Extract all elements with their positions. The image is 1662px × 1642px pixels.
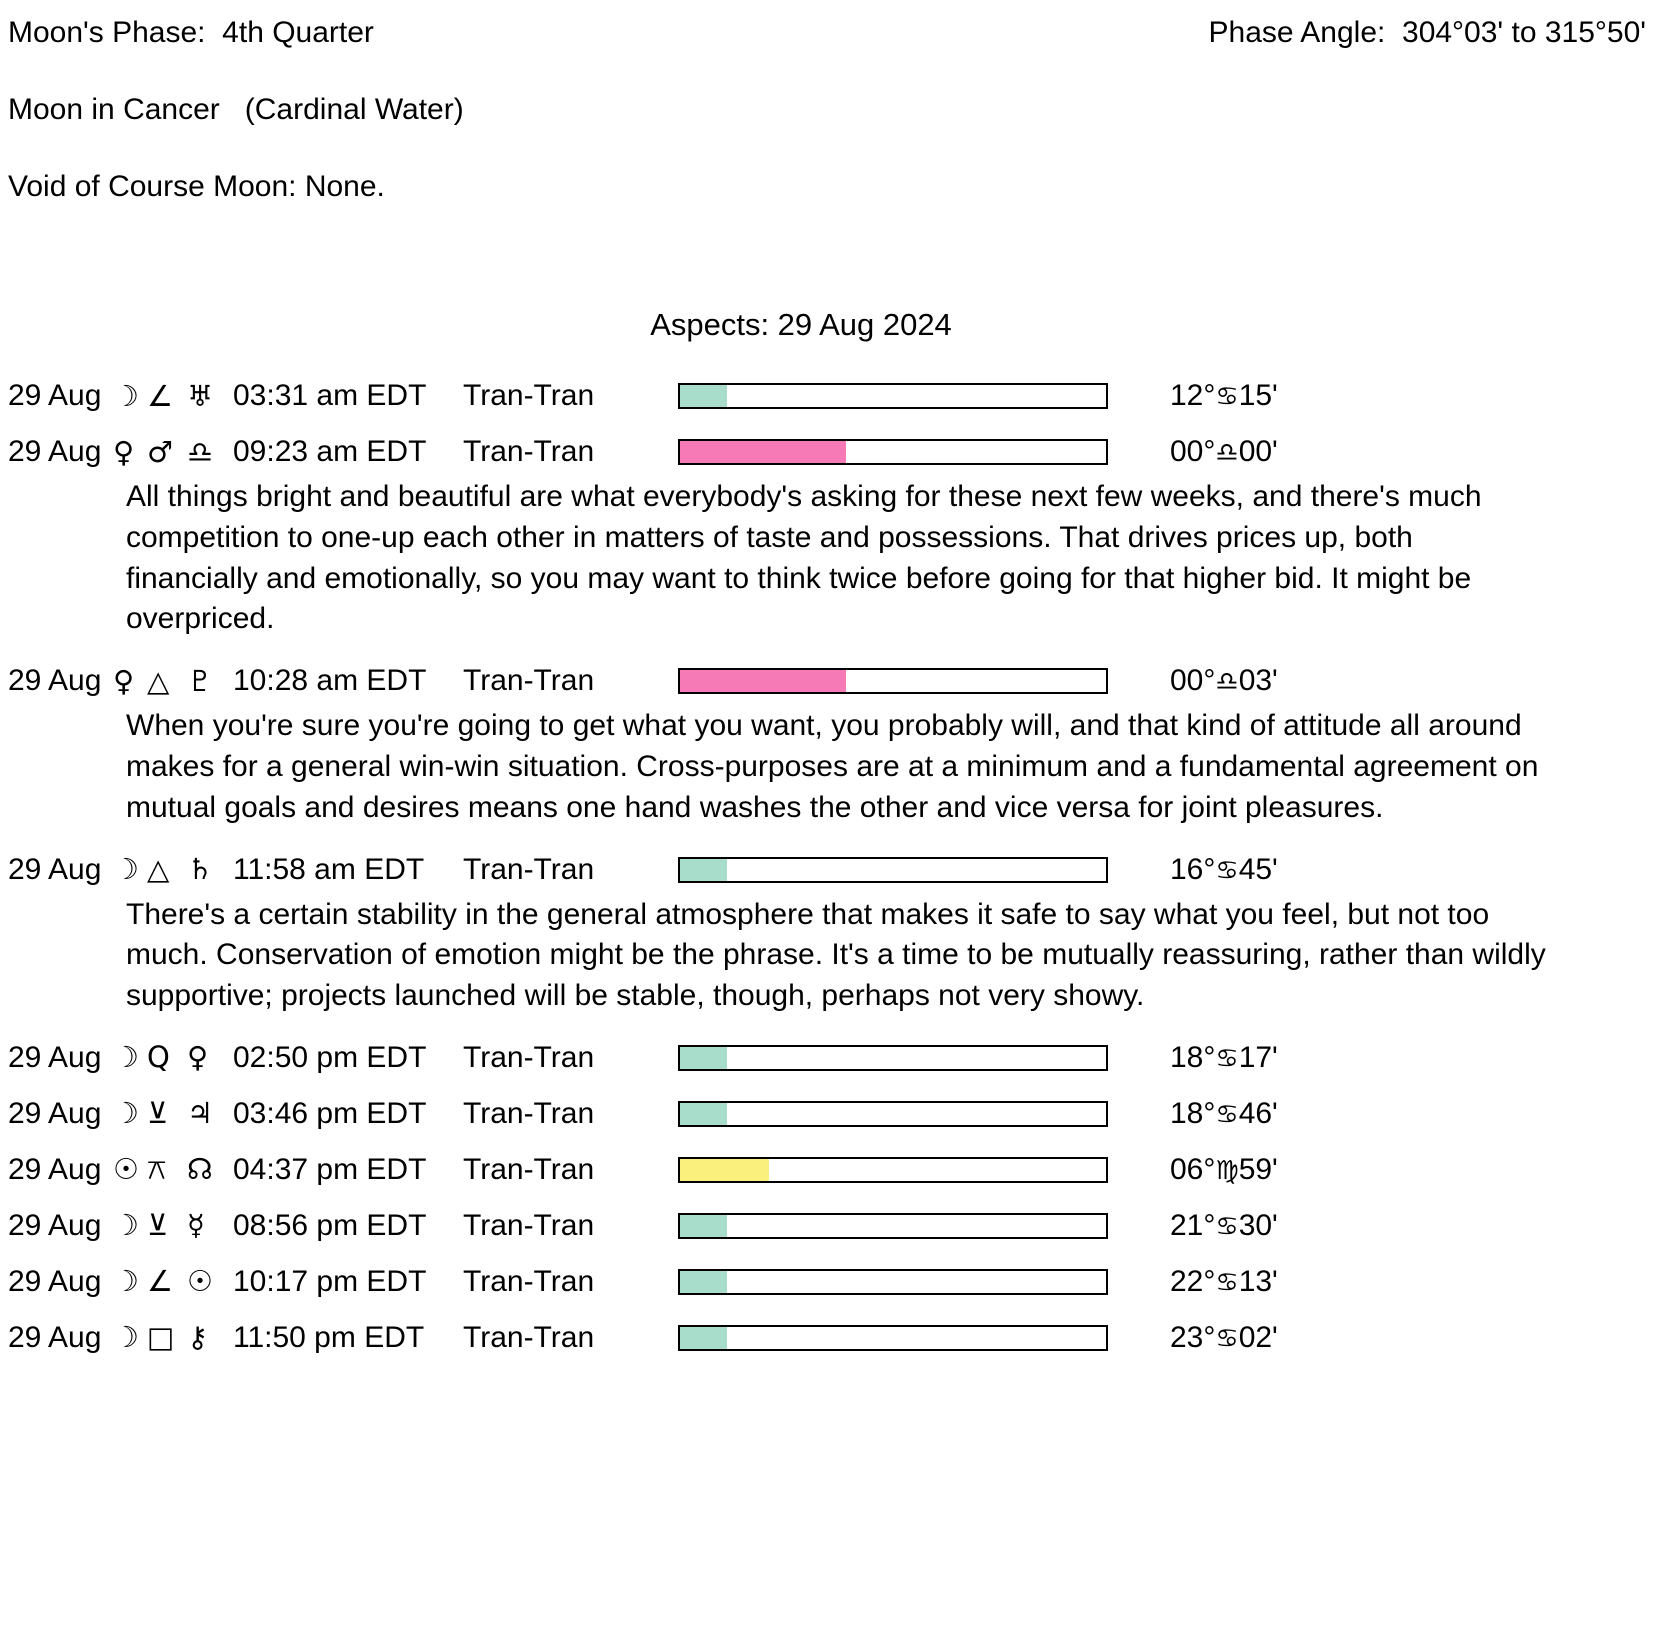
aspect-entry [8, 429, 1654, 658]
aspect-position [1170, 1152, 1278, 1186]
aspect-strength-bar-fill [680, 1159, 769, 1181]
aspect-time: 10:28 am EDT [233, 664, 427, 698]
aspect-position [1170, 1096, 1278, 1130]
aspect-entry [8, 1035, 1654, 1091]
aspect-time: 11:58 am EDT [233, 852, 425, 886]
aspect-kind: Tran-Tran [463, 379, 595, 412]
spacer [8, 1193, 1654, 1203]
aspect-strength-bar [678, 1157, 1108, 1183]
spacer [8, 1081, 1654, 1091]
position-degrees: 00° [1170, 664, 1216, 698]
aspect-entry [8, 658, 1654, 846]
position-sign-glyph-icon: ♍ [1215, 1155, 1239, 1186]
aspect-strength-bar [678, 1269, 1108, 1295]
aspect-symbol-icon: ∠ [147, 378, 173, 413]
aspect-kind: Tran-Tran [463, 1264, 595, 1298]
aspect-entry [8, 1203, 1654, 1259]
void-of-course-label: Void of Course Moon: None. [8, 170, 385, 203]
planet2-glyph-icon: ☿ [187, 1208, 205, 1243]
position-sign-glyph-icon: ♋ [1215, 382, 1239, 412]
aspect-strength-bar [678, 439, 1108, 465]
aspect-description: There's a certain stability in the general atmosphere that makes it safe to say what you feel, but not too much. Conservation of emotion might be the phrase. It's a time to be mutually reassuring, rather than wildly supportive; projects launched will be stable, though, perhaps not very showy. [126, 897, 1546, 1013]
planet1-glyph-icon: ☽ [113, 378, 139, 413]
aspect-date: 29 Aug [8, 1152, 102, 1186]
aspect-strength-bar-fill [680, 1047, 727, 1069]
aspect-row [8, 1315, 1654, 1361]
position-sign-glyph-icon: ♋ [1215, 855, 1239, 886]
aspect-time: 08:56 pm EDT [233, 1208, 427, 1242]
aspect-strength-bar [678, 383, 1108, 409]
aspect-kind: Tran-Tran [463, 1152, 595, 1186]
aspect-strength-bar-fill [680, 1271, 727, 1293]
aspect-glyph-group [113, 1320, 227, 1355]
spacer [8, 1305, 1654, 1315]
aspect-glyph-group [113, 1040, 227, 1075]
aspect-time: 10:17 pm EDT [233, 1264, 427, 1298]
moon-phase-label: Moon's Phase: 4th Quarter [8, 16, 374, 49]
aspect-date: 29 Aug [8, 852, 102, 886]
aspect-kind: Tran-Tran [463, 435, 595, 468]
aspect-strength-bar [678, 668, 1108, 694]
aspect-symbol-icon: ∠ [147, 1264, 173, 1299]
aspect-row [8, 1035, 1654, 1081]
spacer [8, 419, 1654, 429]
aspect-strength-bar-fill [680, 859, 727, 881]
position-sign-glyph-icon: ♋ [1215, 1323, 1239, 1354]
aspect-strength-bar-fill [680, 385, 727, 407]
planet2-glyph-icon: ♃ [187, 1096, 213, 1131]
position-minutes: 46' [1238, 1096, 1278, 1130]
aspect-symbol-icon: △ [147, 663, 170, 698]
position-sign-glyph-icon: ♋ [1215, 1043, 1239, 1074]
aspect-glyph-group [113, 852, 227, 887]
planet1-glyph-icon: ☽ [113, 1264, 139, 1299]
planet1-glyph-icon: ☽ [113, 1096, 139, 1131]
aspect-date: 29 Aug [8, 1040, 102, 1074]
aspect-strength-bar-fill [680, 1103, 727, 1125]
aspect-entry [8, 1091, 1654, 1147]
aspect-row [8, 373, 1654, 419]
aspect-description: All things bright and beautiful are what everybody's asking for these next few weeks, and there's much competition to one-up each other in matters of taste and possessions. That drives prices up, both financially and emotionally, so you may want to think twice before going for that higher bid. It might be overpriced. [126, 480, 1482, 636]
position-degrees: 22° [1170, 1264, 1216, 1298]
spacer [8, 1361, 1654, 1371]
aspect-kind: Tran-Tran [463, 852, 595, 886]
aspect-position [1170, 666, 1278, 696]
aspect-row [8, 658, 1654, 704]
planet2-glyph-icon: ☉ [187, 1264, 213, 1299]
aspect-strength-bar [678, 1213, 1108, 1239]
planet1-glyph-icon: ☽ [113, 852, 139, 887]
position-minutes: 13' [1238, 1264, 1278, 1298]
aspect-position [1170, 381, 1278, 411]
aspect-strength-bar [678, 857, 1108, 883]
aspect-glyph-group [113, 1152, 227, 1187]
planet2-glyph-icon: ♀ [187, 1040, 209, 1075]
planet2-glyph-icon: ♄ [187, 852, 213, 887]
aspect-symbol-icon: ⚻ [147, 1152, 167, 1187]
position-degrees: 06° [1170, 1152, 1216, 1186]
position-minutes: 03' [1238, 664, 1278, 698]
planet2-glyph-icon: ♅ [187, 378, 213, 413]
planet1-glyph-icon: ☽ [113, 1040, 139, 1075]
aspect-symbol-icon: ⊻ [147, 1096, 169, 1131]
planet1-glyph-icon: ☽ [113, 1320, 139, 1355]
planet2-glyph-icon: ♇ [187, 663, 213, 698]
planet2-glyph-icon: ♎ [187, 434, 213, 469]
aspect-glyph-group [113, 378, 227, 413]
planet1-glyph-icon: ☉ [113, 1152, 139, 1187]
aspect-row [8, 1091, 1654, 1137]
aspect-time: 03:46 pm EDT [233, 1096, 427, 1130]
planet1-glyph-icon: ♀ [113, 434, 135, 469]
aspect-symbol-icon: □ [147, 1320, 175, 1355]
spacer [8, 1017, 1654, 1035]
aspect-entry [8, 373, 1654, 429]
position-minutes: 59' [1238, 1152, 1278, 1186]
aspect-date: 29 Aug [8, 379, 102, 412]
aspect-strength-bar [678, 1325, 1108, 1351]
spacer [8, 1137, 1654, 1147]
aspect-strength-bar [678, 1101, 1108, 1127]
aspect-strength-bar-fill [680, 670, 846, 692]
aspect-position [1170, 1320, 1278, 1354]
aspect-date: 29 Aug [8, 435, 102, 468]
aspect-position [1170, 852, 1278, 886]
aspect-entry [8, 1147, 1654, 1203]
aspect-glyph-group [113, 1208, 227, 1243]
aspects-title: Aspects: 29 Aug 2024 [650, 307, 952, 342]
position-degrees: 21° [1170, 1208, 1216, 1242]
position-minutes: 02' [1238, 1320, 1278, 1354]
planet1-glyph-icon: ♀ [113, 663, 135, 698]
aspect-entry [8, 1315, 1654, 1371]
spacer [8, 1249, 1654, 1259]
position-minutes: 30' [1238, 1208, 1278, 1242]
aspect-position [1170, 1208, 1278, 1242]
spacer [8, 640, 1654, 658]
planet2-glyph-icon: ☊ [187, 1152, 213, 1187]
aspect-date: 29 Aug [8, 1320, 102, 1354]
aspect-glyph-group [113, 663, 227, 698]
aspect-date: 29 Aug [8, 1096, 102, 1130]
header-top-row [8, 18, 1654, 48]
moon-sign-label: Moon in Cancer (Cardinal Water) [8, 93, 464, 126]
aspect-position [1170, 1264, 1278, 1298]
position-degrees: 18° [1170, 1096, 1216, 1130]
aspect-date: 29 Aug [8, 1264, 102, 1298]
aspect-time: 11:50 pm EDT [233, 1320, 425, 1354]
aspect-time: 04:37 pm EDT [233, 1152, 427, 1186]
aspect-date: 29 Aug [8, 664, 102, 698]
aspect-strength-bar-fill [680, 441, 846, 463]
aspect-time: 03:31 am EDT [233, 379, 427, 412]
aspect-glyph-group [113, 434, 227, 469]
aspect-row [8, 1259, 1654, 1305]
aspect-kind: Tran-Tran [463, 1096, 595, 1130]
position-sign-glyph-icon: ♋ [1215, 1267, 1239, 1298]
aspect-symbol-icon: Q [147, 1040, 170, 1075]
aspect-time: 02:50 pm EDT [233, 1040, 427, 1074]
aspect-entry [8, 1259, 1654, 1315]
position-sign-glyph-icon: ♋ [1215, 1211, 1239, 1242]
aspect-glyph-group [113, 1264, 227, 1299]
aspect-time: 09:23 am EDT [233, 435, 427, 468]
position-degrees: 16° [1170, 852, 1216, 886]
position-minutes: 17' [1238, 1040, 1278, 1074]
position-minutes: 45' [1238, 852, 1278, 886]
aspect-entry [8, 847, 1654, 1035]
position-sign-glyph-icon: ♎ [1215, 438, 1239, 468]
position-degrees: 23° [1170, 1320, 1216, 1354]
aspect-description: When you're sure you're going to get what you want, you probably will, and that kind of attitude all around makes for a general win-win situation. Cross-purposes are at a minimum and a fundamental agreement on mutual goals and desires means one hand washes the other and vice versa for joint pleasures. [126, 709, 1539, 824]
aspect-strength-bar [678, 1045, 1108, 1071]
aspect-position [1170, 1040, 1278, 1074]
aspect-symbol-icon: △ [147, 852, 170, 887]
position-degrees: 18° [1170, 1040, 1216, 1074]
aspect-position [1170, 437, 1278, 467]
aspect-kind: Tran-Tran [463, 1320, 595, 1354]
aspect-row [8, 1203, 1654, 1249]
aspect-glyph-group [113, 1096, 227, 1131]
aspect-strength-bar-fill [680, 1215, 727, 1237]
aspect-row [8, 1147, 1654, 1193]
planet2-glyph-icon: ⚷ [187, 1320, 209, 1355]
position-degrees: 00° [1170, 435, 1216, 468]
aspect-symbol-icon: ⊻ [147, 1208, 169, 1243]
aspect-strength-bar-fill [680, 1327, 727, 1349]
position-degrees: 12° [1170, 379, 1216, 412]
position-minutes: 00' [1238, 435, 1278, 468]
position-minutes: 15' [1238, 379, 1278, 412]
aspect-date: 29 Aug [8, 1208, 102, 1242]
aspect-row [8, 429, 1654, 475]
aspect-kind: Tran-Tran [463, 1208, 595, 1242]
phase-angle-label: Phase Angle: 304°03' to 315°50' [1208, 16, 1646, 49]
position-sign-glyph-icon: ♋ [1215, 1099, 1239, 1130]
aspect-symbol-icon: ♂ [147, 434, 173, 469]
planet1-glyph-icon: ☽ [113, 1208, 139, 1243]
aspect-kind: Tran-Tran [463, 664, 595, 698]
position-sign-glyph-icon: ♎ [1215, 667, 1239, 698]
aspect-kind: Tran-Tran [463, 1040, 595, 1074]
aspect-row [8, 847, 1654, 893]
aspects-list [8, 373, 1654, 1371]
spacer [8, 829, 1654, 847]
